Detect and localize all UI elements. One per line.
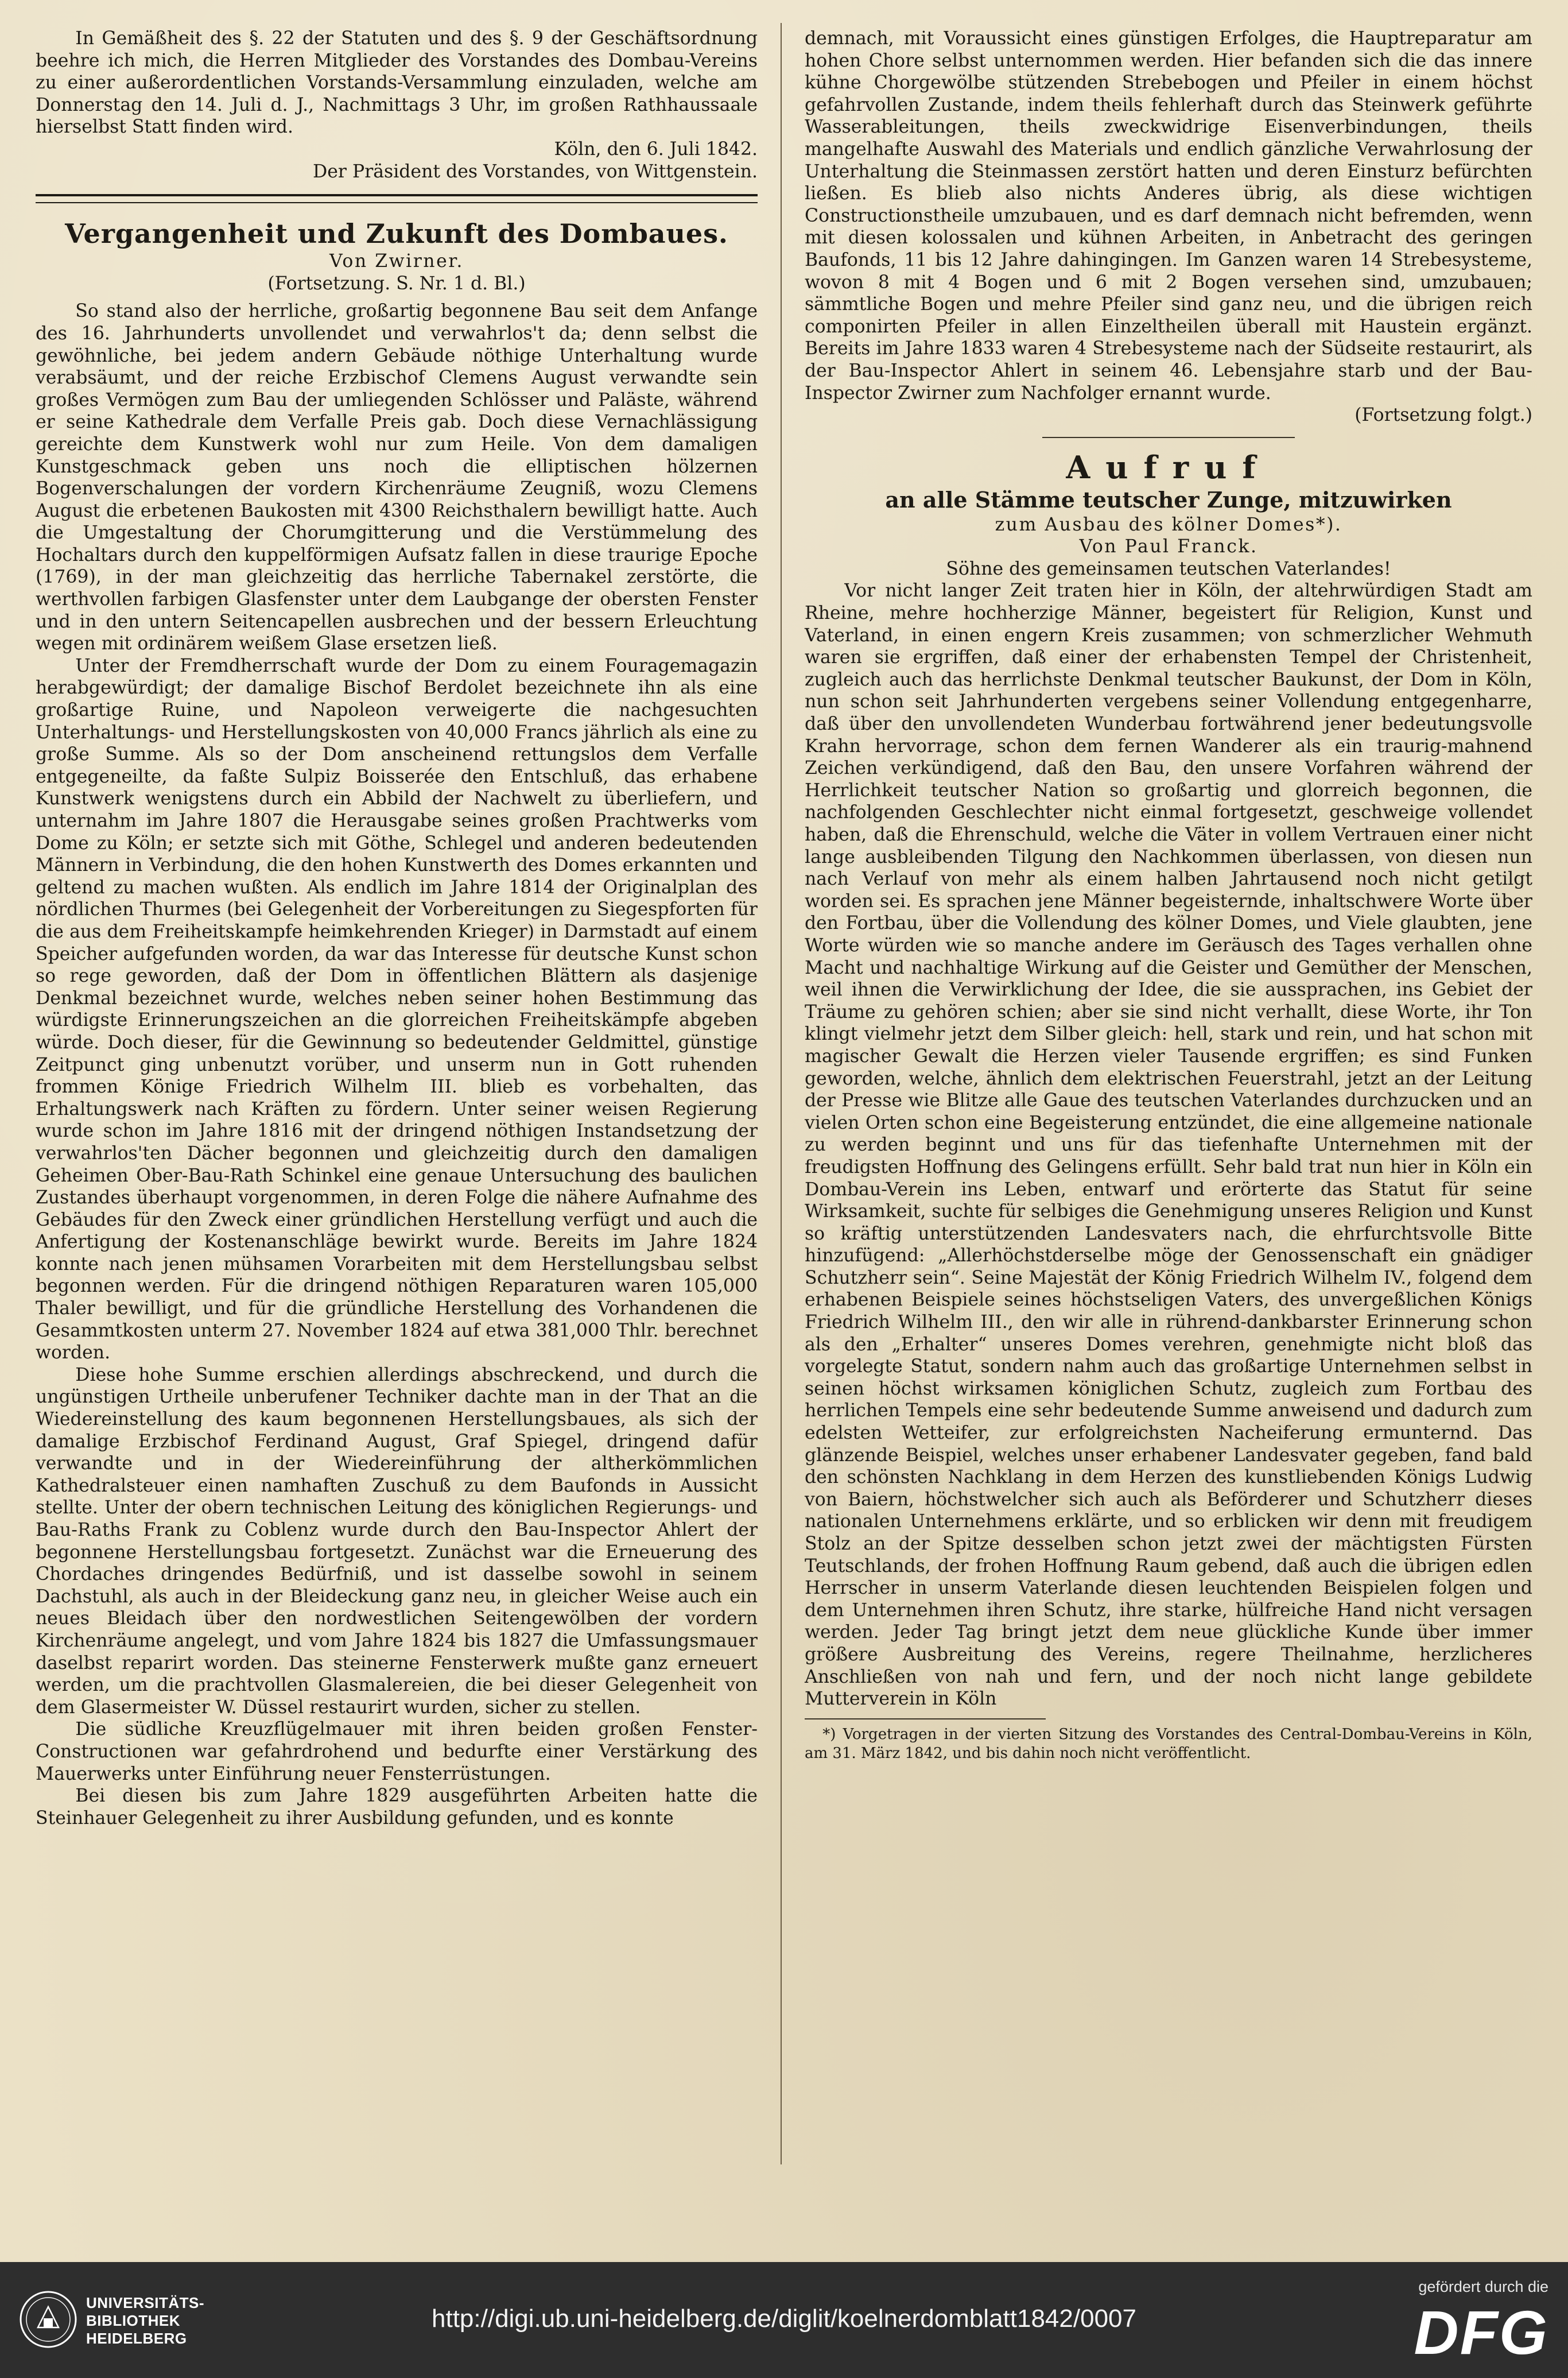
dfg-logo[interactable]: DFG <box>1414 2298 1548 2367</box>
continuation-marker: (Fortsetzung folgt.) <box>1354 405 1532 426</box>
article-paragraph: Die südliche Kreuzflügelmauer mit ihren beiden großen Fenster-Constructionen war gefahrdrohend und bedurfte einer Verstärkung des Mauerwerks unter Einführung neuer Fensterrüstungen. <box>36 1719 758 1784</box>
article-paragraph: Diese hohe Summe erschien allerdings abschreckend, und durch die ungünstigen Urtheile unberufener Techniker dachte man in der That an die Wiedereinstellung des kaum begonnenen Herstellungsbaues, als sich der damalige Erzbischof Ferdinand August, Graf Spiegel, dringend dafür verwandte und in der Wiedereinführung der altherkömmlichen Kathedralsteuer einen namhaften Zuschuß zu dem Baufonds in Aussicht stellte. Unter der obern technischen Leitung des königlichen Regierungs- und Bau-Raths Frank zu Coblenz wurde durch den Bau-Inspector Ahlert der begonnene Herstellungsbau fortgesetzt. Zunächst war die Erneuerung des Chordaches dringendes Bedürfniß, und ist dasselbe sowohl in seinem Dachstuhl, als auch in der Bleideckung ganz neu, in gleicher Weise auch ein neues Bleidach über den nordwestlichen Seitengewölben der vordern Kirchenräume angelegt, und vom Jahre 1824 bis 1827 die Umfassungsmauer daselbst reparirt worden. Das steinerne Fensterwerk mußte ganz erneuert werden, um die prachtvollen Glasmalereien, die bei dieser Gelegenheit von dem Glasermeister W. Düssel restaurirt wurden, sicher zu stellen. <box>36 1364 758 1718</box>
aufruf-subtitle: an alle Stämme teutscher Zunge, mitzuwirken <box>885 486 1452 513</box>
article-continuation-note: (Fortsetzung. S. Nr. 1 d. Bl.) <box>267 273 526 294</box>
library-logo-text[interactable]: UNIVERSITÄTS- BIBLIOTHEK HEIDELBERG <box>86 2294 205 2347</box>
notice-place-date: Köln, den 6. Juli 1842. <box>554 138 758 160</box>
article-paragraph: Bei diesen bis zum Jahre 1829 ausgeführten Arbeiten hatte die Steinhauer Gelegenheit zu ihrer Ausbildung gefunden, und es konnte <box>36 1786 758 1829</box>
footnote-rule <box>805 1718 1046 1719</box>
meeting-notice: In Gemäßheit des §. 22 der Statuten und des §. 9 der Geschäftsordnung beehre ich mich, die Herren Mitglieder des Vorstandes des Dombau-Vereins zu einer außerordentlichen Vorstands-Versammlung einzuladen, welche am Donnerstag den 14. Juli d. J., Nachmittags 3 Uhr, im großen Rathhaussaale hierselbst Statt finden wird. <box>36 28 758 138</box>
article-paragraph: So stand also der herrliche, großartig begonnene Bau seit dem Anfange des 16. Jahrhunderts unvollendet und verwahrlos't da; denn selbst die gewöhnliche, bei jedem andern Gebäude nöthige Unterhaltung wurde verabsäumt, und der reiche Erzbischof Clemens August verwandte sein großes Vermögen zum Bau der umliegenden Schlösser und Paläste, während er seine Kathedrale dem Verfalle Preis gab. Doch diese Vernachlässigung gereichte dem Kunstwerk wohl nur zum Heile. Von dem damaligen Kunstgeschmack geben uns noch die elliptischen hölzernen Bogenverschalungen der vordern Kirchenräume Zeugniß, wozu Clemens August die erbetenen Baukosten mit 4300 Reichsthalern bewilligt hatte. Auch die Umgestaltung der Chorumgitterung und die Verstümmelung des Hochaltars durch den kuppelförmigen Aufsatz fallen in diese traurige Epoche (1769), in der man gleichzeitig das herrliche Tabernakel zerstörte, die werthvollen farbigen Glasfenster unter dem Laubgange der obersten Fenster und in den untern Seitencapellen ausbrechen und der bessern Erleuchtung wegen mit ordinärem weißem Glase ersetzen ließ. <box>36 301 758 654</box>
section-divider <box>1042 437 1295 438</box>
left-column <box>36 28 758 1829</box>
article-paragraph: demnach, mit Voraussicht eines günstigen Erfolges, die Hauptreparatur am hohen Chore selbst unternommen werden. Hier befanden sich die das innere kühne Chorgewölbe stützenden Strebebogen und Pfeiler in einem höchst gefahrvollen Zustande, indem theils fehlerhaft durch das Steinwerk geführte Wasserableitungen, theils zweckwidrige Eisenverbindungen, theils mangelhafte Auswahl des Materials und endlich gänzliche Verwahrlosung der Unterhaltung die Steinmassen zerstört hatten und deren Einsturz befürchten ließen. Es blieb also nichts Anderes übrig, als diese wichtigen Constructionstheile umzubauen, und es darf demnach nicht befremden, wenn mit diesen kolossalen und kühnen Arbeiten, in Anbetracht des geringen Baufonds, 11 bis 12 Jahre dahingingen. Im Ganzen waren 14 Strebesysteme, wovon 8 mit 4 Bogen und 6 mit 2 Bogen versehen sind, umzubauen; sämmtliche Bogen und mehre Pfeiler sind ganz neu, und die übrigen reich componirten Pfeiler in allen Einzeltheilen überall mit Haustein ergänzt. Bereits im Jahre 1833 waren 4 Strebesysteme nach der Südseite restaurirt, als der Bau-Inspector Ahlert in seinem 46. Lebensjahre starb und der Bau-Inspector Zwirner zum Nachfolger ernannt wurde. <box>805 28 1532 404</box>
footnote: *) Vorgetragen in der vierten Sitzung des Vorstandes des Central-Dombau-Vereins in Köln, am 31. März 1842, und bis dahin noch nicht veröffentlicht. <box>805 1725 1532 1762</box>
section-divider <box>36 194 758 203</box>
aufruf-author: Von Paul Franck. <box>1079 536 1258 557</box>
right-column <box>805 28 1532 1763</box>
notice-signature: Der Präsident des Vorstandes, von Wittgenstein. <box>313 161 758 182</box>
permalink-url[interactable]: http://digi.ub.uni-heidelberg.de/diglit/koelnerdomblatt1842/0007 <box>432 2305 1136 2333</box>
aufruf-subtitle-2: zum Ausbau des kölner Domes*). <box>995 514 1342 535</box>
aufruf-greeting: Söhne des gemeinsamen teutschen Vaterlandes! <box>946 558 1391 579</box>
aufruf-title: Aufruf <box>1066 448 1271 486</box>
funded-by-label: gefördert durch die <box>1418 2278 1548 2295</box>
aufruf-paragraph: Vor nicht langer Zeit traten hier in Köln, der altehrwürdigen Stadt am Rheine, mehre hochherzige Männer, begeistert für Religion, Kunst und Vaterland, in einen engern Kreis zusammen; von schmerzlicher Wehmuth waren sie ergriffen, daß einer der erhabensten Tempel der Christenheit, zugleich auch das herrlichste Denkmal teutscher Baukunst, der Dom in Köln, nun schon seit Jahrhunderten vergebens seiner Vollendung entgegenharre, daß über den unvollendeten Wunderbau fortwährend jener bedeutungsvolle Krahn hervorrage, schon dem fernen Wanderer als ein traurig-mahnend Zeichen verkündigend, daß den Bau, den unsere Vorfahren während der Herrlichkeit teutscher Nation so großartig und glorreich begonnen, die nachfolgenden Geschlechter nicht einmal fortgesetzt, geschweige vollendet haben, daß die Ehrenschuld, welche die Väter in vollem Vertrauen einer nicht lange ausbleibenden Tilgung den Nachkommen überlassen, von diesen nun nach Verlauf von mehr als einem halben Jahrtausend noch nicht getilgt worden sei. Es sprachen jene Männer begeisternde, inhaltschwere Worte über den Fortbau, über die Vollendung des kölner Domes, und Viele glaubten, jene Worte würden wie so manche andere im Geräusch des Tages verhallen ohne Macht und nachhaltige Wirkung auf die Geister und Gemüther der Menschen, weil ihnen die Verwirklichung der Idee, die sie aussprachen, ins Gebiet der Träume zu gehören schien; aber sie sind nicht verhallt, diese Worte, ihr Ton klingt vielmehr jetzt dem Silber gleich: hell, stark und rein, und hat schon mit magischer Gewalt die Herzen vieler Tausende ergriffen; es sind Funken geworden, welche, ähnlich dem elektrischen Feuerstrahl, jetzt an der Leitung der Presse wie Blitze alle Gaue des teutschen Vaterlandes durchzucken und an vielen Orten schon eine Begeisterung entzündet, die eine allgemeine nationale zu werden beginnt und uns für das tiefenhafte Unternehmen mit der freudigsten Hoffnung des Gelingens erfüllt. Sehr bald trat nun hier in Köln ein Dombau-Verein ins Leben, entwarf und erörterte das Statut für seine Wirksamkeit, suchte für selbiges die Genehmigung unseres Religion und Kunst so kräftig unterstützenden Landesvaters nach, die ehrfurchtsvolle Bitte hinzufügend: „Allerhöchstderselbe möge der Genossenschaft ein gnädiger Schutzherr sein“. Seine Majestät der König Friedrich Wilhelm IV., folgend dem erhabenen Beispiele seines höchstseligen Vaters, des unvergeßlichen Königs Friedrich Wilhelm III., den wir alle in rührend-dankbarster Erinnerung schon als den „Erhalter“ unseres Domes verehren, genehmigte nicht bloß das vorgelegte Statut, sondern nahm auch das großartige Unternehmen selbst in seinen höchst wirksamen königlichen Schutz, zugleich zum Fortbau des herrlichen Tempels eine sehr bedeutende Summe anweisend und dadurch zum edelsten Wetteifer, zur erfolgreichsten Nacheiferung ermunternd. Das glänzende Beispiel, welches unser erhabener Landesvater gegeben, fand bald den schönsten Nachklang in dem Herzen des kunstliebenden Königs Ludwig von Baiern, höchstwelcher sich auch als Beförderer und Schutzherr dieses nationalen Unternehmens erklärte, und so erblicken wir denn mit freudigem Stolz an der Spitze desselben schon jetzt zwei der mächtigsten Fürsten Teutschlands, der frohen Hoffnung Raum gebend, daß auch die übrigen edlen Herrscher in unserm Vaterlande diesen leuchtenden Beispielen folgen und dem Unternehmen ihren Schutz, ihre starke, hülfreiche Hand nicht versagen werden. Jeder Tag bringt jetzt dem neue glückliche Kunde über immer größere Ausbreitung des Vereins, regere Theilnahme, herzlicheres Anschließen von nah und fern, und der noch nicht lange gebildete Mutterverein in Köln <box>805 580 1532 1710</box>
column-divider <box>781 23 782 2164</box>
article-paragraph: Unter der Fremdherrschaft wurde der Dom zu einem Fouragemagazin herabgewürdigt; der damalige Bischof Berdolet bezeichnete ihn als eine großartige Ruine, und Napoleon verweigerte die nachgesuchten Unterhaltungs- und Herstellungskosten von 40,000 Francs jährlich als eine zu große Summe. Als so der Dom anscheinend rettungslos dem Verfalle entgegeneilte, da faßte Sulpiz Boisserée den Entschluß, das erhabene Kunstwerk wenigstens durch ein Abbild der Nachwelt zu überliefern, und unternahm im Jahre 1807 die Herausgabe seines großen Prachtwerks vom Dome zu Köln; er setzte sich mit Göthe, Schlegel und anderen bedeutenden Männern in Verbindung, die den hohen Kunstwerth des Domes erkannten und geltend zu machen wußten. Als endlich im Jahre 1814 der Originalplan des nördlichen Thurmes (bei Gelegenheit der Vorbereitungen zu Siegespforten für die aus dem Freiheitskampfe heimkehrenden Krieger) in Darmstadt auf einem Speicher aufgefunden worden, da war das Interesse für deutsche Kunst schon so rege geworden, daß der Dom in öffentlichen Blättern als dasjenige Denkmal bezeichnet wurde, welches neben seiner hohen Bestimmung das würdigste Erinnerungszeichen an die glorreichen Freiheitskämpfe abgeben würde. Doch dieser, für die Gewinnung so bedeutender Geldmittel, günstige Zeitpunct ging unbenutzt vorüber, und unserm nun in Gott ruhenden frommen Könige Friedrich Wilhelm III. blieb es vorbehalten, das Erhaltungswerk nach Kräften zu fördern. Unter seiner weisen Regierung wurde schon im Jahre 1816 mit der dringend nöthigen Instandsetzung der verwahrlos'ten Dächer begonnen und gleichzeitig durch den damaligen Geheimen Ober-Bau-Rath Schinkel eine genaue Untersuchung des baulichen Zustandes überhaupt vorgenommen, in deren Folge die nähere Aufnahme des Gebäudes für den Zweck einer gründlichen Herstellung verfügt und auch die Anfertigung der Kostenanschläge bewirkt wurde. Bereits im Jahre 1824 konnte nach jenen mühsamen Vorarbeiten mit dem Herstellungsbau selbst begonnen werden. Für die dringend nöthigen Reparaturen waren 105,000 Thaler bewilligt, und für die gründliche Herstellung des Vorhandenen die Gesammtkosten unterm 27. November 1824 auf etwa 381,000 Thlr. berechnet worden. <box>36 655 758 1364</box>
article-author: Von Zwirner. <box>329 251 464 272</box>
article-title: Vergangenheit und Zukunft des Dombaues. <box>65 218 728 250</box>
digitization-footer <box>0 2262 1568 2378</box>
